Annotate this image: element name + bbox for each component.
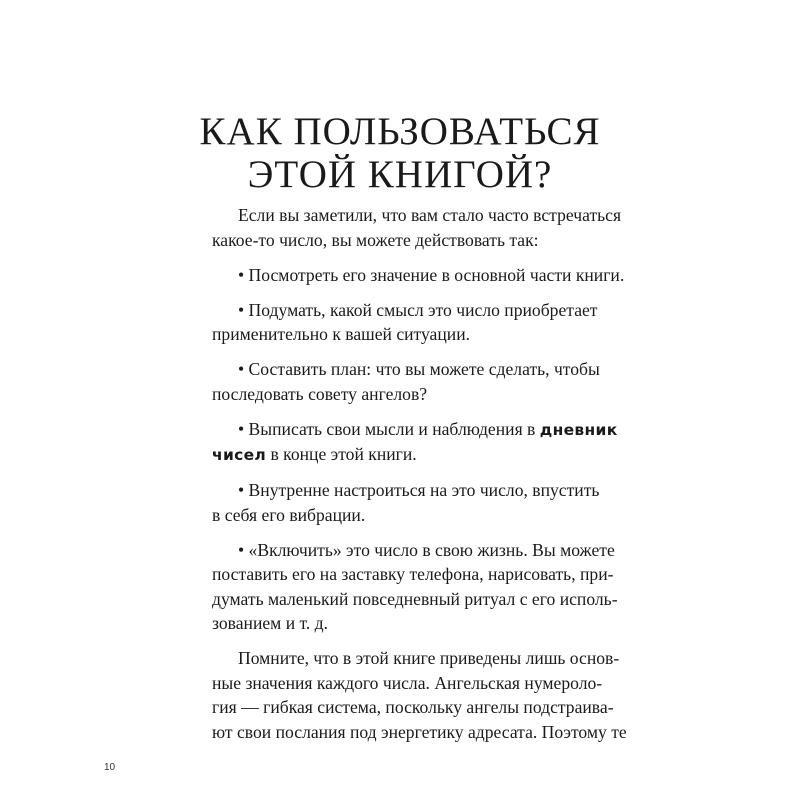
text-line: гия — гибкая система, поскольку ангелы подстраива- xyxy=(212,697,614,717)
text-line: Помните, что в этой книге приведены лишь основ- xyxy=(238,648,620,668)
text-line: Если вы заметили, что вам стало часто встречаться xyxy=(238,205,622,225)
text-fragment: в конце этой книги. xyxy=(266,444,417,464)
bullet-item xyxy=(212,478,600,527)
paragraph-intro xyxy=(212,203,622,252)
bullet-item xyxy=(212,298,598,347)
text-line xyxy=(212,442,594,468)
text-line xyxy=(212,417,618,443)
text-line: ные значения каждого числа. Ангельская нумероло- xyxy=(212,672,603,693)
paragraph-closing xyxy=(212,646,627,744)
text-line: последовать совету ангелов? xyxy=(212,383,428,404)
text-line: • Составить план: что вы можете сделать, чтобы xyxy=(238,359,600,379)
text-line: думать маленький повседневный ритуал с его исполь- xyxy=(212,588,618,609)
text-line: • Подумать, какой смысл это число приобретает xyxy=(238,299,598,320)
bold-term: чисел xyxy=(212,446,267,464)
text-line: в себя его вибрации. xyxy=(212,504,366,525)
text-line: ют свои послания под энергетику адресата. Поэтому те xyxy=(212,721,627,742)
text-line: применительно к вашей ситуации. xyxy=(212,324,471,344)
text-line: какое-то число, вы можете действовать так: xyxy=(212,229,539,250)
bold-term: дневник xyxy=(539,420,618,439)
text-line: зованием и т. д. xyxy=(212,613,329,633)
text-line: • Внутренне настроиться на это число, впустить xyxy=(238,480,600,500)
bullet-item xyxy=(212,417,618,468)
text-line: поставить его на заставку телефона, нарисовать, при- xyxy=(212,564,614,584)
body-text xyxy=(212,203,627,744)
text-fragment: • Выписать свои мысли и наблюдения в xyxy=(238,418,536,439)
page-number: 10 xyxy=(104,762,116,773)
text-line: • Посмотреть его значение в основной части книги. xyxy=(238,264,625,285)
bullet-item xyxy=(212,357,600,406)
title-line-2: ЭТОЙ КНИГОЙ? xyxy=(247,153,553,196)
page-title xyxy=(0,110,800,196)
bullet-item xyxy=(212,538,618,636)
title-line-1: КАК ПОЛЬЗОВАТЬСЯ xyxy=(199,110,601,153)
text-line: • «Включить» это число в свою жизнь. Вы можете xyxy=(238,539,615,560)
bullet-item xyxy=(212,263,625,288)
